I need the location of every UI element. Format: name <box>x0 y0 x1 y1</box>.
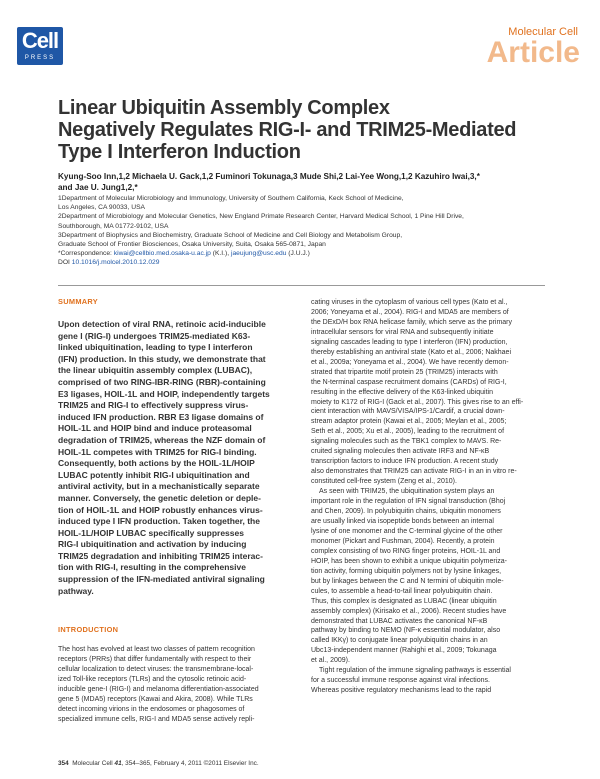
summary-line: HOIL-1L competes with TRIM25 for RIG-I binding. <box>58 446 257 457</box>
summary-line: induced IFN production. RBR E3 ligase domains of <box>58 411 264 422</box>
body-line: cruited signaling molecules then activate IRF3 and NF-κB <box>311 448 490 456</box>
summary-line: TRIM25 and RIG-I to effectively suppress virus- <box>58 400 249 411</box>
body-line: cating viruses in the cytoplasm of various cell types (Kato et al., <box>311 299 508 306</box>
body-line: also demonstrates that TRIM25 can activate RIG-I in an in vitro re- <box>311 468 517 476</box>
logo-press: PRESS <box>24 55 56 61</box>
summary-line: Upon detection of viral RNA, retinoic acid-inducible <box>58 319 266 329</box>
title-line: Type I Interferon Induction <box>58 141 301 163</box>
body-line: HOIP, has been shown to exhibit a unique ubiquitin polymeriza- <box>311 557 507 565</box>
footer-volume: 41 <box>114 760 122 767</box>
body-line: are usually linked via isopeptide bonds between an internal <box>311 517 494 525</box>
summary-line: LUBAC potently inhibit RIG-I ubiquitination and <box>58 469 250 480</box>
title-line: Linear Ubiquitin Assembly Complex <box>58 97 390 119</box>
correspondence-line <box>58 249 558 258</box>
body-line: Seth et al., 2005; Xu et al., 2005), leading to the recruitment of <box>311 428 505 436</box>
summary-text <box>58 319 298 597</box>
body-line: Tight regulation of the immune signaling pathways is essential <box>319 667 511 675</box>
summary-heading: SUMMARY <box>58 297 99 306</box>
summary-line: antiviral activity, but in a mechanistically separate <box>58 481 260 492</box>
affiliation-line: 2Department of Microbiology and Molecular Genetics, New England Primate Research Center, Harvard Medical School, 1 Pine Hill Drive, <box>58 213 464 221</box>
intro-line: detect incoming virions in the endosomes or phagosomes of <box>58 705 245 713</box>
summary-line: induced type I IFN production. Taken together, the <box>58 516 260 527</box>
summary-line: suppression of the IFN-mediated antiviral signaling <box>58 574 265 585</box>
body-line: moiety to K172 of RIG-I (Gack et al., 2007). This gives rise to an effi- <box>311 398 524 406</box>
introduction-heading: INTRODUCTION <box>58 625 119 634</box>
body-line: assembly complex) (Kirisako et al., 2006). Recent studies have <box>311 607 507 615</box>
body-line: for a successful immune response against viral infections. <box>311 677 490 685</box>
intro-line: specialized immune cells, RIG-I and MDA5 sense actively repli- <box>58 715 255 723</box>
body-line: Whereas positive regulatory mechanisms lead to the rapid <box>311 687 492 695</box>
body-line: but by linkages between the C and N termini of ubiquitin mole- <box>311 577 504 585</box>
body-line: et al., 2009). <box>311 657 350 665</box>
body-line: stream adaptor protein (Kawai et al., 2005; Meylan et al., 2005; <box>311 418 507 426</box>
author-list <box>58 171 558 193</box>
body-line: et al., 2009a; Yoneyama et al., 2004). We have recently demon- <box>311 358 509 366</box>
body-line: strated that tripartite motif protein 25 (TRIM25) interacts with <box>311 368 498 376</box>
body-line: lysine of one monomer and the C-terminal glycine of the other <box>311 527 503 535</box>
author-line: Kyung-Soo Inn,1,2 Michaela U. Gack,1,2 Fuminori Tokunaga,3 Mude Shi,2 Lai-Yee Wong,1,2 Kazuhiro Iwai,3,* <box>58 172 480 181</box>
body-line: tion activity, forming ubiquitin polymers not by lysine linkages, <box>311 567 502 575</box>
body-line: called IKKγ) to conjugate linear polyubiquitin chains in an <box>311 637 488 645</box>
correspondence-prefix: *Correspondence: <box>58 250 114 258</box>
body-line: intracellular sensors for viral RNA and subsequently initiate <box>311 328 494 336</box>
correspondence-mid: (K.I.), <box>210 250 231 258</box>
body-line: complex consisting of two RING finger proteins, HOIL-1L and <box>311 547 501 555</box>
affiliation-line: Los Angeles, CA 90033, USA <box>58 204 145 212</box>
body-line: thereby establishing an antiviral state (Kato et al., 2006; Nakhaei <box>311 348 512 356</box>
doi-link[interactable]: 10.1016/j.molcel.2010.12.029 <box>71 259 160 267</box>
affiliation-line: Southborough, MA 01772-9102, USA <box>58 222 169 230</box>
summary-line: comprised of two RING-IBR-RING (RBR)-containing <box>58 376 266 387</box>
affiliations <box>58 194 558 268</box>
body-line: the N-terminal caspase recruitment domains (CARDs) of RIG-I, <box>311 378 507 386</box>
doi-prefix: DOI <box>58 259 72 267</box>
body-line: important role in the regulation of IFN signal transduction (Bhoj <box>311 498 506 506</box>
article-type: Article <box>486 36 580 69</box>
doi-line <box>58 258 558 267</box>
footer-citation: , 354–365, February 4, 2011 ©2011 Elsevier Inc. <box>121 760 259 767</box>
body-line: cules, to assemble a head-to-tail linear polyubiquitin chain. <box>311 587 493 595</box>
body-line: and Chen, 2009). In polyubiquitin chains, ubiquitin monomers <box>311 508 501 516</box>
summary-line: HOIL-1L/HOIP LUBAC specifically suppresses <box>58 527 244 538</box>
body-line: pathway by binding to NEMO (NF-κ essential modulator, also <box>311 627 501 635</box>
body-line: cient interaction with MAVS/VISA/IPS-1/Cardif, a crucial down- <box>311 408 505 416</box>
body-line: resulting in the effective delivery of the K63-linked ubiquitin <box>311 388 493 396</box>
body-line: Thus, this complex is designated as LUBAC (linear ubiquitin <box>311 597 497 605</box>
cell-press-logo[interactable] <box>17 27 63 65</box>
body-line: monomer (Pickart and Fushman, 2004). Recently, a protein <box>311 537 495 545</box>
affiliation-line: 3Department of Biophysics and Biochemistry, Graduate School of Medicine and Cell Biology and Metabolism Group, <box>58 231 403 239</box>
summary-line: tion of HOIL-1L and HOIP robustly enhances virus- <box>58 504 263 515</box>
introduction-text <box>58 645 298 725</box>
body-line: transcription factors to induce IFN production. A recent study <box>311 458 499 466</box>
journal-name: Molecular Cell <box>508 26 578 38</box>
summary-line: the linear ubiquitin assembly complex (LUBAC), <box>58 365 253 376</box>
title-line: Negatively Regulates RIG-I- and TRIM25-Mediated <box>58 119 517 141</box>
logo-word: Cell <box>21 28 59 53</box>
intro-line: gene 5 (MDA5) receptors (Kawai and Akira, 2008). While TLRs <box>58 695 253 703</box>
summary-line: (IFN) production. In this study, we demonstrate that <box>58 353 266 364</box>
footer-journal: Molecular Cell <box>72 760 113 767</box>
article-title <box>58 97 538 163</box>
email-link-jung[interactable]: jaeujung@usc.edu <box>230 250 287 258</box>
body-line: 2006; Yoneyama et al., 2004). RIG-I and MDA5 are members of <box>311 308 509 316</box>
summary-line: pathway. <box>58 585 94 596</box>
body-line: the DExD/H box RNA helicase family, which serve as the primary <box>311 318 512 326</box>
body-line: Ubc13-independent manner (Rahighi et al., 2009; Tokunaga <box>311 647 497 655</box>
body-line: signaling cascades leading to type I interferon (IFN) production, <box>311 338 508 346</box>
summary-line: Consequently, both actions by the HOIL-1L/HOIP <box>58 458 255 469</box>
intro-line: inducible gene-I (RIG-I) and melanoma differentiation-associated <box>58 685 259 693</box>
summary-line: E3 ligases, HOIL-1L and HOIP, independently targets <box>58 388 270 399</box>
summary-line: RIG-I ubiquitination and activation by inducing <box>58 539 247 550</box>
summary-line: degradation of TRIM25, whereas the NZF domain of <box>58 434 266 445</box>
correspondence-suffix: (J.U.J.) <box>286 250 310 258</box>
page-number: 354 <box>58 760 69 767</box>
intro-line: receptors (PRRs) that differ fundamentally with respect to their <box>58 655 252 663</box>
right-column-text <box>311 298 551 696</box>
affiliation-line: 1Department of Molecular Microbiology and Immunology, University of Southern California, Keck School of Medicine, <box>58 195 404 202</box>
page-footer <box>58 760 259 767</box>
body-line: As seen with TRIM25, the ubiquitination system plays an <box>319 488 495 496</box>
intro-line: cellular localization to detect viruses: the transmembrane-local- <box>58 665 254 673</box>
intro-line: The host has evolved at least two classes of pattern recognition <box>58 646 255 653</box>
email-link-iwai[interactable]: kiwai@cellbio.med.osaka-u.ac.jp <box>113 250 211 258</box>
summary-line: TRIM25 degradation and inhibiting TRIM25 interac- <box>58 550 263 561</box>
body-line: signaling molecules such as the TBK1 complex to MAVS. Re- <box>311 438 502 446</box>
intro-line: ized Toll-like receptors (TLRs) and the cytosolic retinoic acid- <box>58 675 247 683</box>
summary-line: manner. Conversely, the genetic deletion or deple- <box>58 492 261 503</box>
summary-line: linked ubiquitination, leading to type I interferon <box>58 342 253 353</box>
summary-line: HOIL-1L and HOIP bind and induce proteasomal <box>58 423 252 434</box>
body-line: constituted cell-free system (Zeng et al., 2010). <box>311 478 457 486</box>
header-divider <box>58 285 545 286</box>
summary-line: tion with RIG-I, resulting in the comprehensive <box>58 562 246 573</box>
body-line: demonstrated that LUBAC activates the canonical NF-κB <box>311 617 488 625</box>
author-line: and Jae U. Jung1,2,* <box>58 183 138 192</box>
affiliation-line: Graduate School of Frontier Biosciences, Osaka University, Suita, Osaka 565-0871, Japan <box>58 241 326 249</box>
summary-line: gene I (RIG-I) undergoes TRIM25-mediated K63- <box>58 330 251 341</box>
